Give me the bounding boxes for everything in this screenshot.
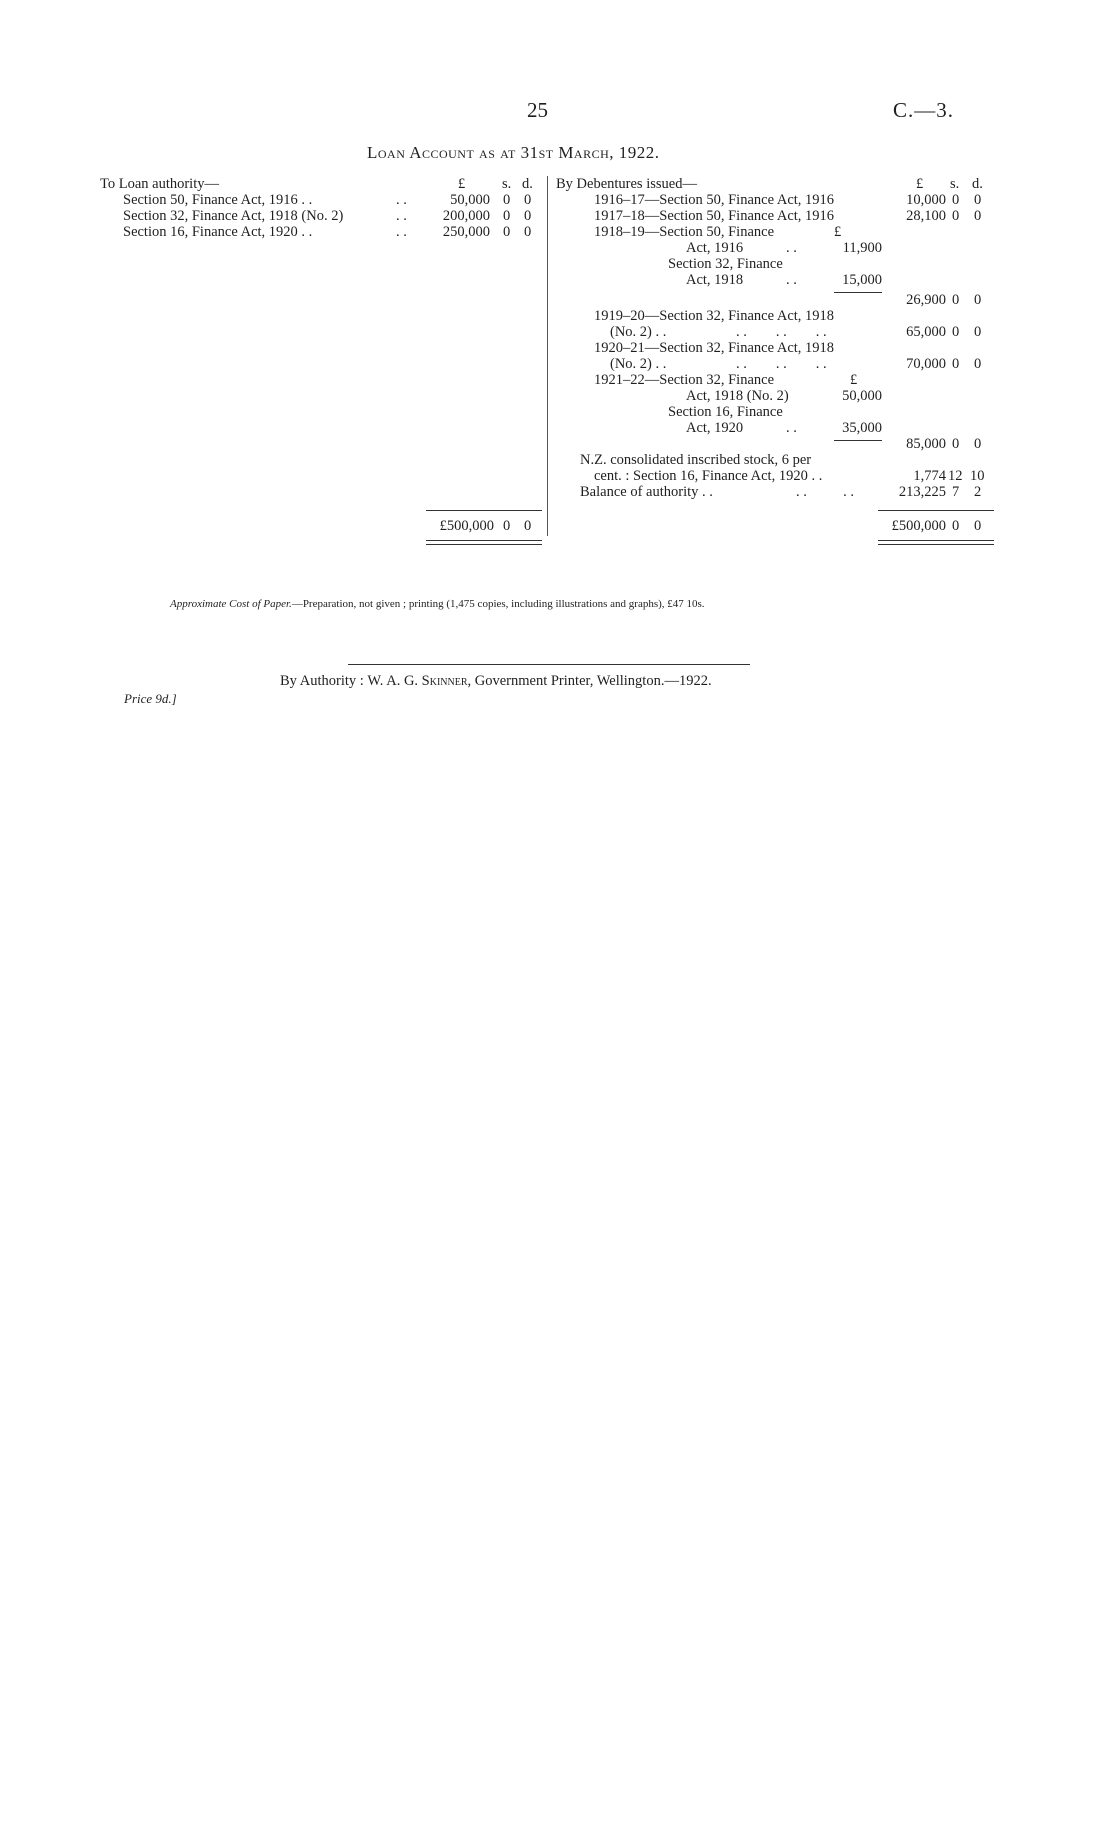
row-shillings: 0 <box>952 292 960 308</box>
debit-col-s: s. <box>502 176 512 192</box>
credit-col-s: s. <box>950 176 960 192</box>
total-double-rule-2 <box>426 544 542 545</box>
total-double-rule-1 <box>878 540 994 541</box>
row-pence: 0 <box>524 208 532 224</box>
paper-cost-label: Approximate Cost of Paper. <box>170 598 292 610</box>
row-label: Section 16, Finance Act, 1920 . . <box>123 224 313 240</box>
debit-col-pound: £ <box>458 176 466 192</box>
row-pence: 0 <box>974 324 982 340</box>
row-pence: 0 <box>974 192 982 208</box>
row-label: Section 50, Finance Act, 1916 . . <box>123 192 313 208</box>
row-label: Act, 1916 <box>686 240 744 256</box>
row-dots: . . . . . . <box>736 324 827 340</box>
row-shillings: 7 <box>952 484 960 500</box>
row-dots: . . <box>396 208 407 224</box>
row-dots: . . . . . . <box>736 356 827 372</box>
debit-total-pence: 0 <box>524 518 532 534</box>
row-shillings: 0 <box>952 192 960 208</box>
price-note: Price 9d.] <box>124 691 177 706</box>
row-pounds: 28,100 <box>906 208 946 224</box>
page-number: 25 <box>527 98 548 122</box>
row-shillings: 0 <box>503 224 511 240</box>
column-divider <box>547 176 548 536</box>
authority-prefix: By Authority : <box>280 673 364 689</box>
row-shillings: 0 <box>952 356 960 372</box>
row-pence: 0 <box>524 192 532 208</box>
row-label: Act, 1918 <box>686 272 744 288</box>
row-pounds: 1,774 <box>913 468 946 484</box>
row-pounds: 213,225 <box>898 484 946 500</box>
row-pounds: 50,000 <box>450 192 490 208</box>
row-pounds: 10,000 <box>906 192 946 208</box>
row-shillings: 0 <box>503 208 511 224</box>
row-pence: 0 <box>974 292 982 308</box>
sub-col-pound: £ <box>834 224 842 240</box>
row-shillings: 0 <box>503 192 511 208</box>
row-label: 1917–18—Section 50, Finance Act, 1916 <box>594 208 835 224</box>
row-shillings: 0 <box>952 324 960 340</box>
row-label: (No. 2) . . <box>610 324 667 340</box>
authority-name: W. A. G. Skinner <box>367 673 468 689</box>
row-pence: 0 <box>524 224 532 240</box>
total-double-rule-1 <box>426 540 542 541</box>
sub-amount: 11,900 <box>842 240 882 256</box>
credit-total-shillings: 0 <box>952 518 960 534</box>
total-rule-top <box>878 510 994 511</box>
row-dots: . . <box>786 420 797 436</box>
authority-suffix: , Government Printer, Wellington.—1922. <box>467 673 712 689</box>
row-dots: . . <box>396 224 407 240</box>
row-shillings: 0 <box>952 436 960 452</box>
row-dots: . . . . <box>796 484 854 500</box>
row-label: 1920–21—Section 32, Finance Act, 1918 <box>594 340 835 356</box>
row-label: Section 32, Finance Act, 1918 (No. 2) <box>123 208 344 224</box>
row-dots: . . <box>786 272 797 288</box>
row-pence: 10 <box>970 468 985 484</box>
row-label: Act, 1918 (No. 2) <box>686 388 789 404</box>
credit-heading: By Debentures issued— <box>556 176 697 192</box>
row-pounds: 26,900 <box>906 292 946 308</box>
paper-cost-note <box>170 598 705 610</box>
row-label: 1916–17—Section 50, Finance Act, 1916 <box>594 192 835 208</box>
debit-total-shillings: 0 <box>503 518 511 534</box>
row-label: cent. : Section 16, Finance Act, 1920 . . <box>594 468 823 484</box>
row-label: 1918–19—Section 50, Finance <box>594 224 775 240</box>
sub-col-pound: £ <box>850 372 858 388</box>
row-pounds: 200,000 <box>442 208 490 224</box>
row-shillings: 12 <box>948 468 963 484</box>
row-dots: . . <box>786 240 797 256</box>
debit-total-pounds: £500,000 <box>439 518 494 534</box>
row-label: (No. 2) . . <box>610 356 667 372</box>
row-pence: 0 <box>974 208 982 224</box>
row-pence: 0 <box>974 356 982 372</box>
credit-total-pence: 0 <box>974 518 982 534</box>
row-pounds: 85,000 <box>906 436 946 452</box>
row-pence: 0 <box>974 436 982 452</box>
row-shillings: 0 <box>952 208 960 224</box>
row-pounds: 70,000 <box>906 356 946 372</box>
debit-col-d: d. <box>522 176 533 192</box>
sub-amount: 35,000 <box>842 420 882 436</box>
credit-col-pound: £ <box>916 176 924 192</box>
sub-amount: 15,000 <box>842 272 882 288</box>
row-pence: 2 <box>974 484 982 500</box>
credit-col-d: d. <box>972 176 983 192</box>
sub-amount: 50,000 <box>842 388 882 404</box>
credit-total-pounds: £500,000 <box>891 518 946 534</box>
row-label: Section 32, Finance <box>668 256 783 272</box>
printer-authority <box>280 673 712 690</box>
authority-rule <box>348 664 750 665</box>
page-title: Loan Account as at 31st March, 1922. <box>367 143 660 162</box>
row-label: Section 16, Finance <box>668 404 783 420</box>
row-label: Act, 1920 <box>686 420 744 436</box>
total-double-rule-2 <box>878 544 994 545</box>
paper-cost-text: —Preparation, not given ; printing (1,475 copies, including illustrations and graphs), £47 10s. <box>291 598 705 610</box>
debit-heading: To Loan authority— <box>100 176 219 192</box>
row-pounds: 250,000 <box>442 224 490 240</box>
row-label: N.Z. consolidated inscribed stock, 6 per <box>580 452 812 468</box>
row-label: 1919–20—Section 32, Finance Act, 1918 <box>594 308 835 324</box>
row-dots: . . <box>396 192 407 208</box>
row-label: Balance of authority . . <box>580 484 713 500</box>
row-label: 1921–22—Section 32, Finance <box>594 372 775 388</box>
document-reference: C.—3. <box>893 98 955 122</box>
row-pounds: 65,000 <box>906 324 946 340</box>
total-rule-top <box>426 510 542 511</box>
